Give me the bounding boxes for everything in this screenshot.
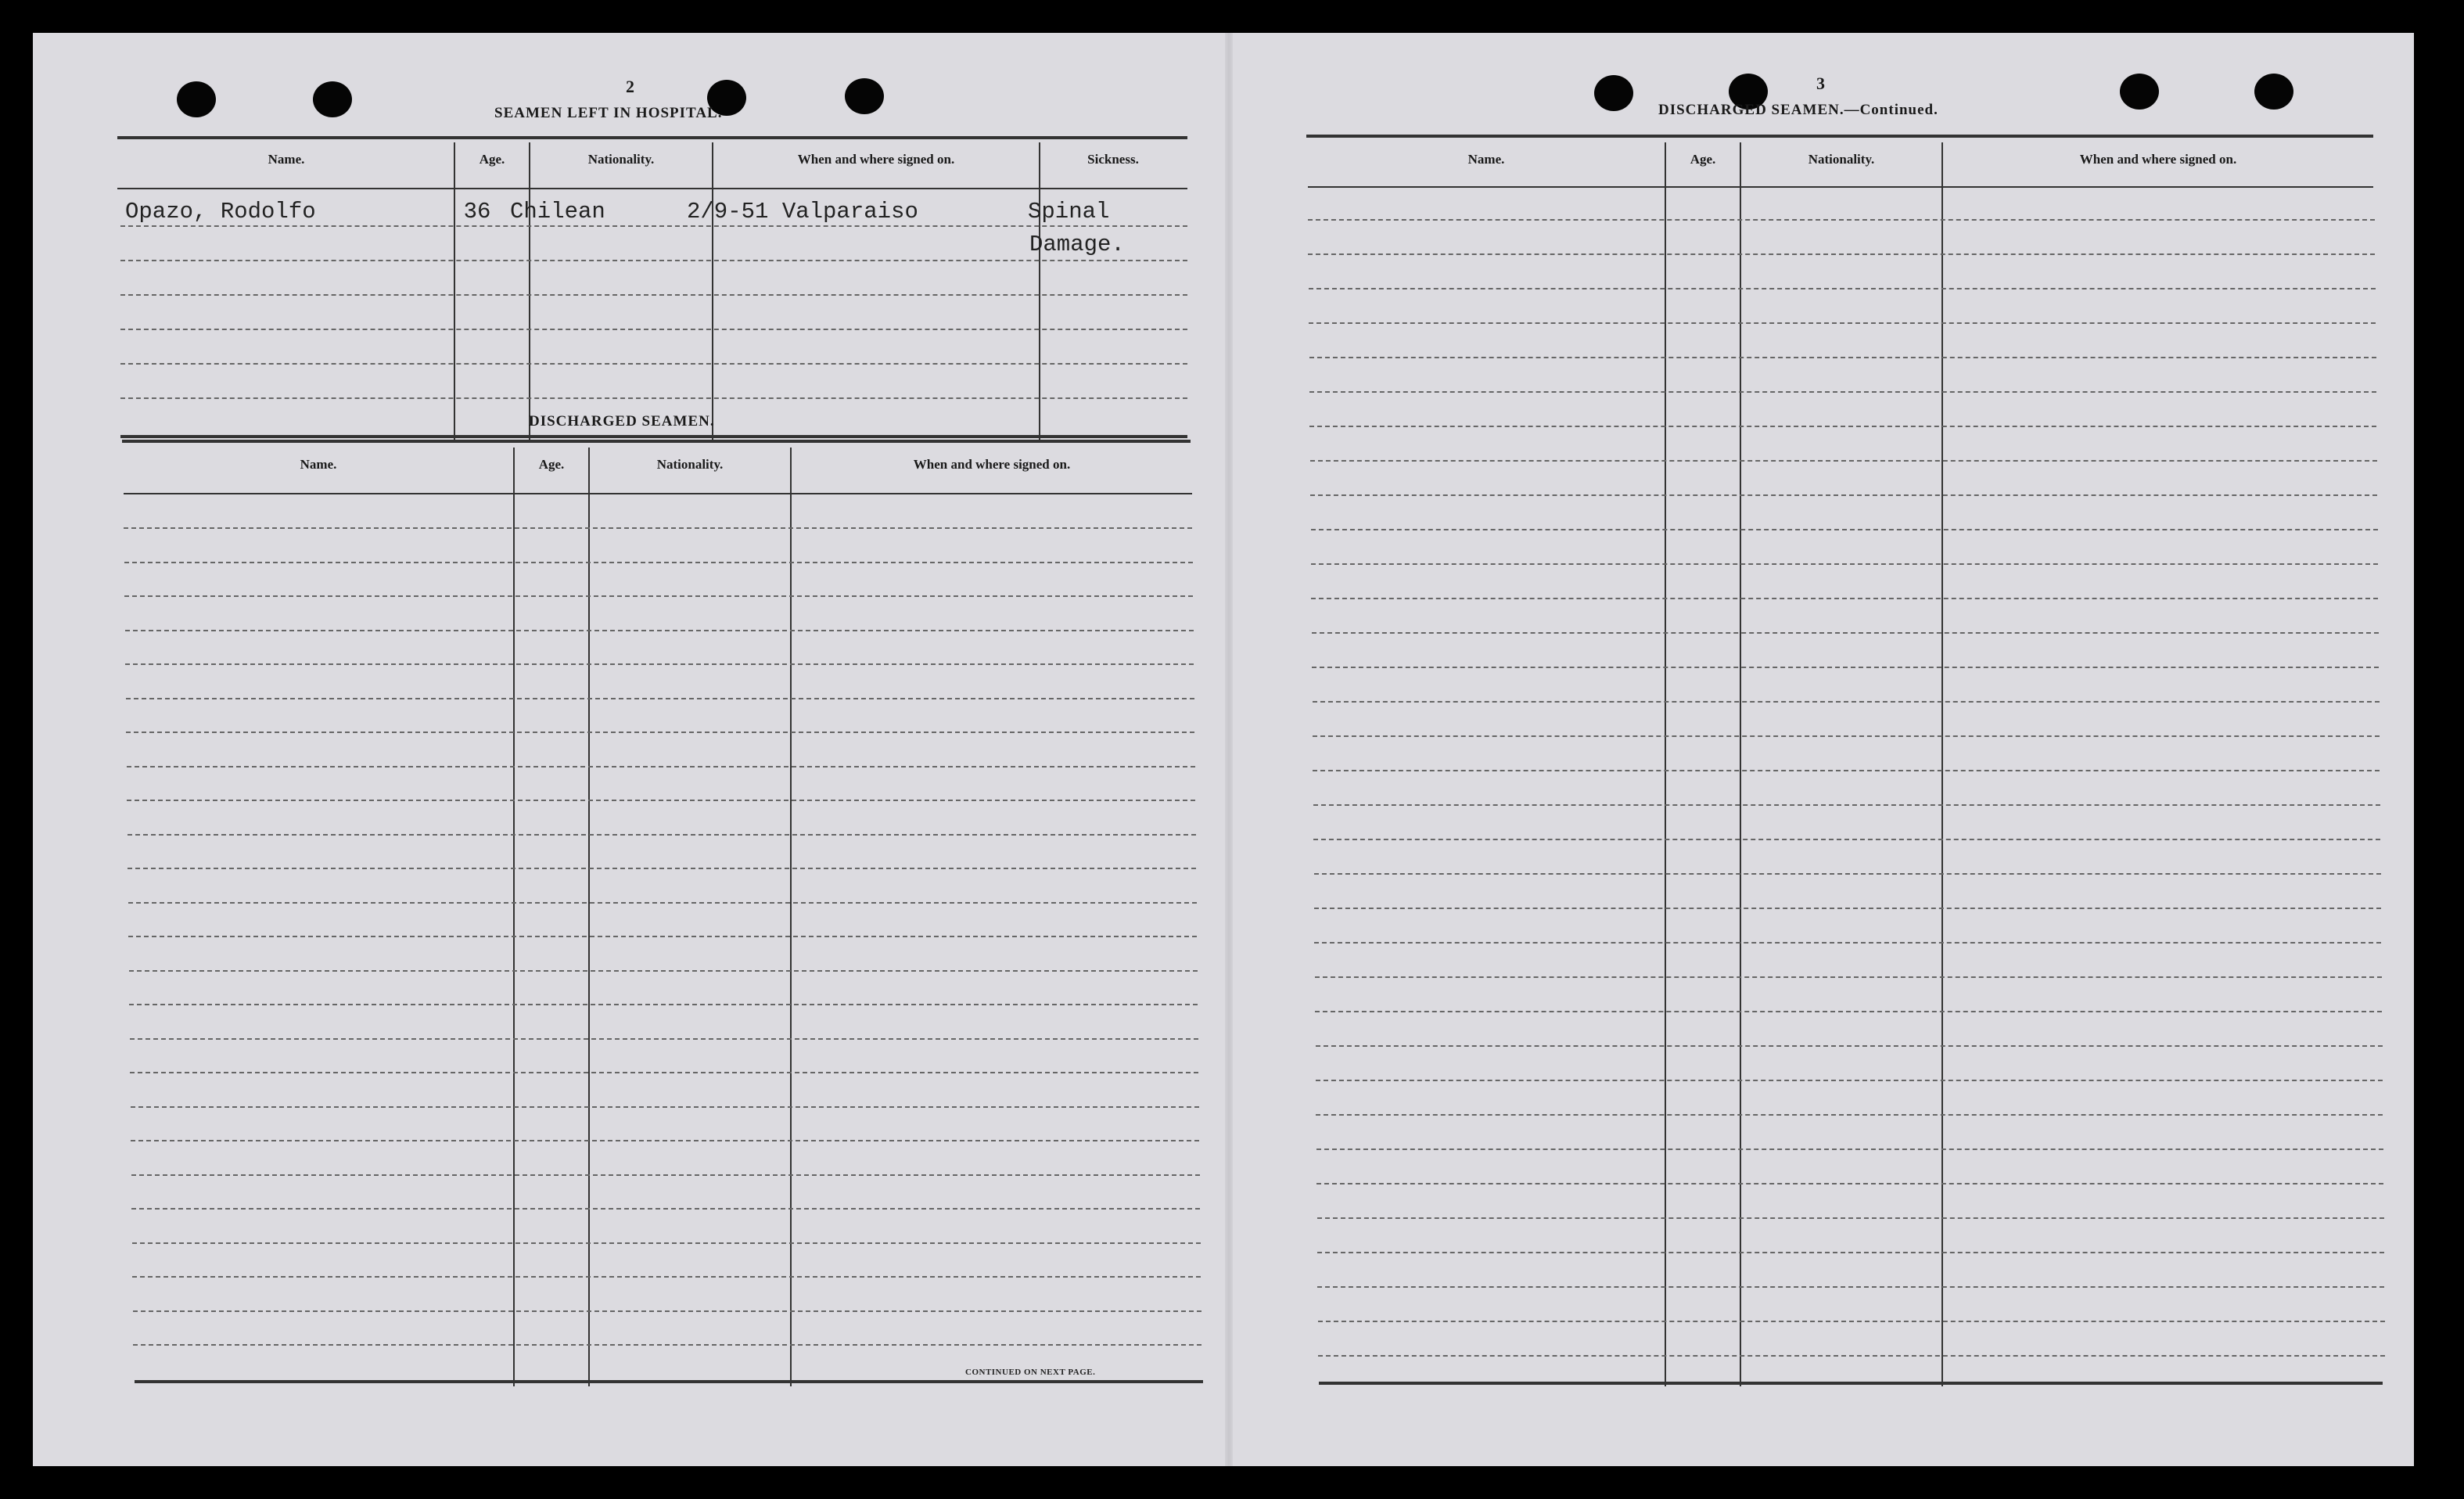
column-divider — [588, 448, 590, 1386]
dashed-rule — [1309, 288, 2376, 289]
dashed-rule — [120, 294, 1187, 296]
discharged-header-age: Age. — [538, 457, 565, 472]
dashed-rule — [124, 562, 1193, 563]
dashed-rule — [130, 1038, 1198, 1040]
dashed-rule — [125, 630, 1194, 631]
dashed-rule — [124, 527, 1192, 529]
page-number-right: 3 — [1816, 74, 1825, 93]
discharged-top-rule — [122, 440, 1191, 443]
dashed-rule — [1309, 357, 2376, 358]
dashed-rule — [1313, 735, 2380, 737]
dashed-rule — [127, 800, 1195, 801]
entry-sickness-line2: Damage. — [1029, 232, 1125, 257]
punch-hole — [2120, 74, 2159, 110]
dashed-rule — [1313, 701, 2380, 703]
discharged-section-title: DISCHARGED SEAMEN. — [529, 413, 715, 430]
dashed-rule — [128, 936, 1197, 937]
dashed-rule — [131, 1208, 1200, 1210]
column-divider — [454, 142, 455, 440]
dashed-rule — [128, 868, 1196, 869]
discharged-header-nationality: Nationality. — [656, 457, 724, 472]
right-header-nationality: Nationality. — [1808, 152, 1875, 167]
entry-name: Opazo, Rodolfo — [125, 199, 316, 225]
dashed-rule — [1313, 804, 2380, 806]
hospital-bottom-rule — [120, 435, 1187, 438]
dashed-rule — [1312, 632, 2379, 634]
column-divider — [712, 142, 713, 440]
discharged-header-name: Name. — [300, 457, 337, 472]
dashed-rule — [126, 698, 1194, 699]
discharged-header-signed: When and where signed on. — [913, 457, 1071, 472]
form-sheet — [33, 33, 2414, 1466]
entry-nationality: Chilean — [510, 199, 605, 225]
dashed-rule — [1316, 1045, 2383, 1047]
dashed-rule — [1316, 1114, 2383, 1116]
dashed-rule — [131, 1140, 1199, 1141]
dashed-rule — [120, 260, 1187, 261]
dashed-rule — [120, 363, 1187, 365]
dashed-rule — [1317, 1217, 2384, 1219]
dashed-rule — [125, 663, 1194, 665]
dashed-rule — [1310, 460, 2377, 462]
entry-signed-on: 2/9-51 Valparaiso — [687, 199, 918, 225]
column-divider — [513, 448, 515, 1386]
dashed-rule — [1314, 908, 2381, 909]
dashed-rule — [1318, 1355, 2385, 1357]
punch-hole — [313, 81, 352, 117]
dashed-rule — [1308, 219, 2375, 221]
hospital-header-sickness: Sickness. — [1087, 152, 1139, 167]
right-header-rule — [1308, 186, 2373, 188]
dashed-rule — [1311, 598, 2378, 599]
dashed-rule — [1316, 1149, 2383, 1150]
continued-footer: CONTINUED ON NEXT PAGE. — [965, 1368, 1096, 1377]
dashed-rule — [1316, 1183, 2383, 1184]
dashed-rule — [1315, 1011, 2382, 1012]
dashed-rule — [1313, 839, 2380, 840]
discharged-header-rule — [124, 493, 1192, 494]
dashed-rule — [1308, 253, 2375, 255]
dashed-rule — [131, 1106, 1199, 1108]
right-header-age: Age. — [1690, 152, 1716, 167]
dashed-rule — [132, 1242, 1201, 1244]
entry-sickness-line1: Spinal — [1028, 199, 1110, 225]
hospital-header-nationality: Nationality. — [587, 152, 655, 167]
punch-hole — [845, 78, 884, 114]
right-section-title: DISCHARGED SEAMEN.—Continued. — [1658, 102, 1938, 118]
column-divider — [1941, 142, 1943, 1386]
dashed-rule — [1310, 494, 2377, 496]
punch-hole — [2254, 74, 2293, 110]
column-divider — [529, 142, 530, 440]
right-top-rule — [1306, 135, 2373, 138]
column-divider — [1740, 142, 1741, 1386]
hospital-header-age: Age. — [479, 152, 505, 167]
dashed-rule — [1311, 529, 2378, 530]
dashed-rule — [1313, 770, 2380, 771]
punch-hole — [177, 81, 216, 117]
right-header-name: Name. — [1467, 152, 1505, 167]
entry-age: 36 — [463, 199, 491, 225]
center-fold — [1225, 33, 1233, 1466]
column-divider — [1665, 142, 1666, 1386]
dashed-rule — [1314, 942, 2381, 944]
dashed-rule — [1318, 1321, 2385, 1322]
dashed-rule — [129, 970, 1198, 972]
dashed-rule — [131, 1174, 1200, 1176]
dashed-rule — [1317, 1252, 2384, 1253]
dashed-rule — [128, 834, 1196, 836]
dashed-rule — [120, 225, 1187, 227]
right-header-signed: When and where signed on. — [2079, 152, 2237, 167]
dashed-rule — [1309, 426, 2376, 427]
dashed-rule — [1315, 976, 2382, 978]
dashed-rule — [132, 1276, 1201, 1278]
dashed-rule — [124, 595, 1193, 597]
dashed-rule — [1317, 1286, 2384, 1288]
page-number-left: 2 — [626, 77, 634, 96]
dashed-rule — [120, 397, 1187, 399]
dashed-rule — [1314, 873, 2381, 875]
column-divider — [790, 448, 792, 1386]
dashed-rule — [1309, 391, 2376, 393]
dashed-rule — [128, 902, 1197, 904]
dashed-rule — [133, 1310, 1201, 1312]
dashed-rule — [130, 1072, 1198, 1073]
column-divider — [1039, 142, 1040, 440]
dashed-rule — [1311, 563, 2378, 565]
dashed-rule — [120, 329, 1187, 330]
dashed-rule — [129, 1004, 1198, 1005]
dashed-rule — [1312, 667, 2379, 668]
dashed-rule — [126, 732, 1194, 733]
hospital-header-rule — [117, 188, 1187, 189]
hospital-header-name: Name. — [268, 152, 305, 167]
dashed-rule — [133, 1344, 1201, 1346]
discharged-bottom-rule — [135, 1380, 1203, 1383]
hospital-header-signed: When and where signed on. — [797, 152, 955, 167]
dashed-rule — [1309, 322, 2376, 324]
dashed-rule — [1316, 1080, 2383, 1081]
punch-hole — [1594, 75, 1633, 111]
right-bottom-rule — [1319, 1382, 2383, 1385]
hospital-section-title: SEAMEN LEFT IN HOSPITAL. — [494, 105, 723, 121]
hospital-top-rule — [117, 136, 1187, 139]
dashed-rule — [127, 766, 1195, 767]
